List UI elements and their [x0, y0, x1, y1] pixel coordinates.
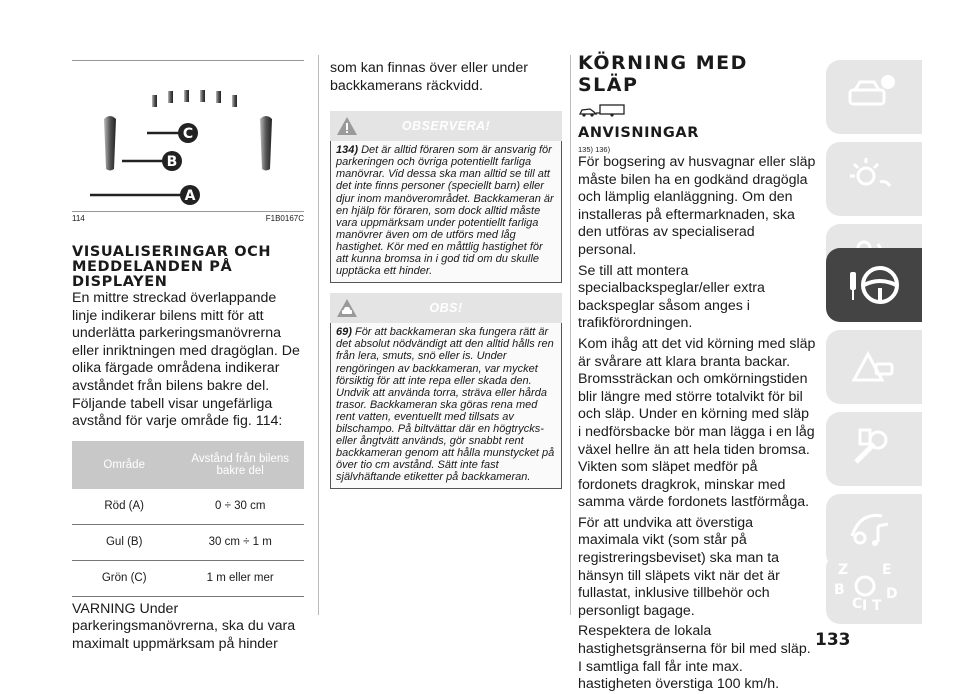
- paragraph: För att undvika att överstiga maximala vikt (som står på registreringsbeviset) ska man ta hänsyn till släpets vikt när det är fullastat, inklusive tillbehör och personligt bagage.: [578, 514, 780, 619]
- tab-maintenance[interactable]: [826, 412, 922, 486]
- table-row: [72, 524, 304, 560]
- paragraph: En mittre streckad överlappande linje indikerar bilens mitt för att underlätta parkeringsmanövrerna eller inriktningen med dragöglan. De olika färgade områdena indikerar avståndet från bilens bakre del.: [72, 290, 300, 394]
- caution-note: [330, 293, 562, 489]
- note-header: [330, 293, 562, 323]
- table-cell: Röd (A): [72, 489, 176, 525]
- figure-camera-guidelines: [72, 60, 304, 212]
- figure-number: 114: [72, 214, 85, 223]
- tab-car-info[interactable]: [826, 60, 922, 134]
- paragraph: Kom ihåg att det vid körning med släp är svårare att klara branta backar. Bromssträckan och omkörningstiden blir längre med större totalvikt för bil och släp. Under en körning med släp i nedförsbacke bör man lägga i en låg växel hellre än att hela tiden bromsa. Vikten som släpet medför på fordonets dragkrok, minskar med samma värde fordonets lastförmåga.: [578, 335, 816, 511]
- section-heading: VISUALISERINGAR OCH MEDDELANDEN PÅ DISPLAYEN: [72, 244, 272, 290]
- zone-a-label: A: [184, 188, 196, 204]
- paragraph: Följande tabell visar ungefärliga avstånd för varje område fig. 114:: [72, 395, 283, 430]
- note-references: 135) 136): [578, 145, 611, 154]
- note-title: OBSERVERA!: [401, 119, 491, 134]
- section-heading: ANVISNINGAR: [578, 125, 699, 141]
- paragraph: VARNING Under parkeringsmanövrerna, ska du vara maximalt uppmärksam på hinder: [72, 600, 296, 652]
- wrench-icon: [846, 424, 896, 472]
- note-number: 69): [336, 326, 352, 339]
- figure-caption: [72, 214, 304, 223]
- zone-c-label: C: [182, 126, 194, 142]
- note-body: [330, 323, 562, 489]
- index-letter: E: [882, 562, 892, 578]
- column-divider: [570, 55, 571, 615]
- distance-table: [72, 441, 304, 597]
- steering-wheel-icon: [846, 260, 902, 310]
- tab-index[interactable]: [826, 554, 922, 624]
- tab-starting-driving[interactable]: [826, 248, 922, 322]
- car-info-icon: [846, 72, 896, 120]
- index-letter: I: [862, 598, 868, 614]
- index-letter: Z: [838, 562, 849, 578]
- column-3: [578, 52, 816, 694]
- table-header: Avstånd från bilens bakre del: [176, 441, 304, 489]
- zone-markers: [162, 123, 200, 205]
- paragraph: Respektera de lokala hastighetsgränserna för bil med släp. I samtliga fall får inte max. hastigheten överstiga 100 km/h.: [578, 623, 811, 693]
- note-number: 134): [336, 144, 359, 157]
- tab-lights[interactable]: [826, 142, 922, 216]
- column-1: [72, 60, 304, 654]
- index-icon: [832, 558, 902, 618]
- car-trailer-icon: [578, 102, 628, 118]
- chapter-title: KÖRNING MED SLÄP: [578, 52, 748, 96]
- warning-triangle-icon: [336, 115, 358, 137]
- table-cell: Gul (B): [72, 524, 176, 560]
- paragraph: som kan finnas över eller under backkamerans räckvidd.: [330, 60, 528, 94]
- car-warning-icon: [336, 297, 358, 319]
- table-row: [72, 560, 304, 596]
- media-icon: [846, 506, 896, 554]
- note-text: För att backkameran ska fungera rätt är det absolut nödvändigt att den alltid hålls ren från lera, smuts, snö eller is. Under rengöringen av backkameran, var mycket försiktig för att inte repa eller skada den. Undvik att använda torra, sträva eller hårda trasor. Backkameran ska göras rena med rent vatten, eventuellt med tillsats av bilschampo. På biltvättar där en högtrycks- eller ångtvätt används, gör snabbt rent backkameran genom att hålla munstycket på över tio cm avstånd. Sätt inte fast självhäftande etiketter på backkameran.: [336, 326, 555, 484]
- note-header: [330, 111, 562, 141]
- table-row: [72, 489, 304, 525]
- note-text: Det är alltid föraren som är ansvarig för parkeringen och övriga potentiellt farliga manövrar. Vid dessa ska man alltid se till att det inte finns personer (speciellt barn) eller djur inom manöverområdet. Backkameran är en hjälp för föraren, som dock alltid måste vara uppmärksam under potentiellt farliga manövrer även om de utförs med låg hastighet. Kör med en måttlig hastighet för att kunna bromsa in i god tid om du skulle upptäcka ett hinder.: [336, 144, 554, 278]
- lights-icon: [846, 154, 896, 202]
- table-cell: 0 ÷ 30 cm: [176, 489, 304, 525]
- zone-b-label: B: [166, 154, 178, 170]
- warning-triangle-icon: [846, 342, 896, 390]
- index-letter: B: [834, 582, 845, 598]
- warning-note: [330, 111, 562, 283]
- table-cell: Grön (C): [72, 560, 176, 596]
- column-2: [330, 60, 562, 489]
- page-number: 133: [815, 630, 851, 650]
- paragraph: Se till att montera specialbackspeglar/eller extra backspeglar såsom anges i trafikförordningen.: [578, 262, 765, 332]
- note-title: OBS!: [429, 301, 463, 316]
- index-letter: T: [872, 598, 882, 614]
- index-letter: D: [886, 586, 898, 602]
- tab-warnings[interactable]: [826, 330, 922, 404]
- note-body: [330, 141, 562, 283]
- column-divider: [318, 55, 319, 615]
- table-cell: 30 cm ÷ 1 m: [176, 524, 304, 560]
- table-cell: 1 m eller mer: [176, 560, 304, 596]
- figure-code: F1B0167C: [265, 214, 304, 223]
- table-header: Område: [72, 441, 176, 489]
- camera-guidelines-illustration: [72, 61, 304, 211]
- index-letter: C: [852, 596, 863, 612]
- paragraph: För bogsering av husvagnar eller släp måste bilen ha en godkänd dragögla och lämplig elanläggning. Om den installeras på eftermarknaden, ska den utföras av specialiserad personal.: [578, 154, 816, 258]
